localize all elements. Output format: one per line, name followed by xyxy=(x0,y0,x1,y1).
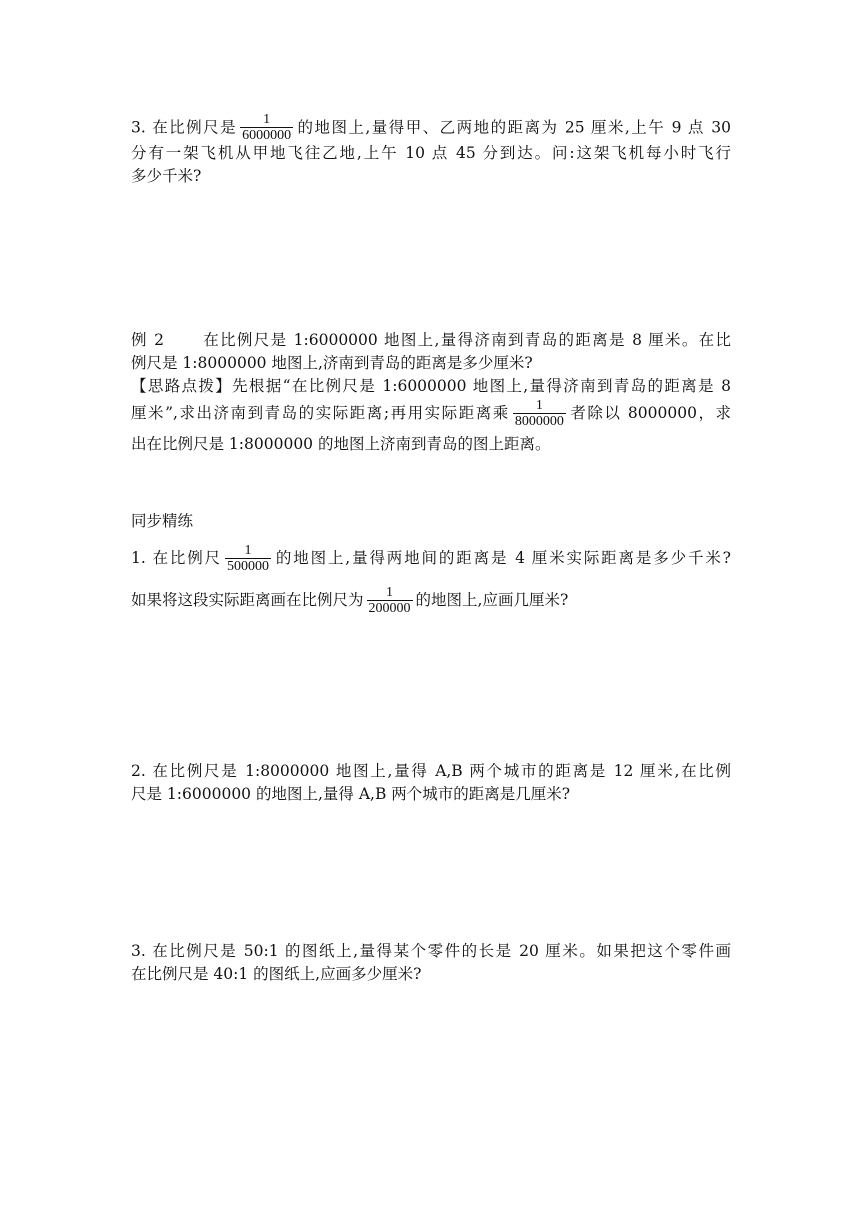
practice-q1-line-2: 如果将这段实际距离画在比例尺为 $\frac{1}{200000}$ 的地图上,应画几厘米? xyxy=(131,584,569,616)
scale-fraction: $\frac{1}{500000}$ xyxy=(227,542,270,574)
example-2 xyxy=(131,329,731,456)
hint-line-3: 出在比例尺是 1:8000000 的地图上济南到青岛的图上距离。 xyxy=(131,435,551,453)
scale-fraction: $\frac{1}{200000}$ xyxy=(368,584,411,616)
practice-q3-line-1: 3. 在比例尺是 50:1 的图纸上,量得某个零件的长是 20 厘米。如果把这个零件画 xyxy=(131,942,731,960)
problem-3-line-2: 分有一架飞机从甲地飞往乙地,上午 10 点 45 分到达。问:这架飞机每小时飞行 xyxy=(131,144,731,162)
hint-line-2: 厘米”,求出济南到青岛的实际距离;再用实际距离乘 $\frac{1}{8000000}$ 者除以 8000000，求 xyxy=(131,397,731,429)
hint-line-1: 【思路点拨】先根据“在比例尺是 1:6000000 地图上,量得济南到青岛的距离是 8 xyxy=(131,377,731,395)
practice-question-1 xyxy=(131,540,731,618)
problem-3-line-3: 多少千米? xyxy=(131,167,202,185)
practice-q2-line-1: 2. 在比例尺是 1:8000000 地图上,量得 A,B 两个城市的距离是 12 厘米,在比例 xyxy=(131,762,731,780)
scale-fraction: $\frac{1}{6000000}$ xyxy=(242,112,292,143)
practice-q3-line-2: 在比例尺是 40:1 的图纸上,应画多少厘米? xyxy=(131,965,422,983)
scale-fraction: $\frac{1}{8000000}$ xyxy=(514,397,564,429)
section-title: 同步精练 xyxy=(131,512,194,530)
practice-question-3 xyxy=(131,940,731,986)
example-label: 例 2 xyxy=(131,331,164,349)
example-2-line-2: 例尺是 1:8000000 地图上,济南到青岛的距离是多少厘米? xyxy=(131,354,533,372)
problem-3-top xyxy=(131,113,731,188)
practice-q1-line-1: 1. 在比例尺 $\frac{1}{500000}$ 的地图上,量得两地间的距离是 4 厘米实际距离是多少千米? xyxy=(131,542,731,574)
example-2-line-1: 例 2 在比例尺是 1:6000000 地图上,量得济南到青岛的距离是 8 厘米。在比 xyxy=(131,331,731,349)
practice-question-2 xyxy=(131,760,731,806)
problem-3-line-1: 3. 在比例尺是 $\frac{1}{6000000}$ 的地图上,量得甲、乙两地的距离为 25 厘米,上午 9 点 30 xyxy=(131,112,731,143)
problem-number: 3. xyxy=(131,118,146,137)
practice-q2-line-2: 尺是 1:6000000 的地图上,量得 A,B 两个城市的距离是几厘米? xyxy=(131,785,571,803)
